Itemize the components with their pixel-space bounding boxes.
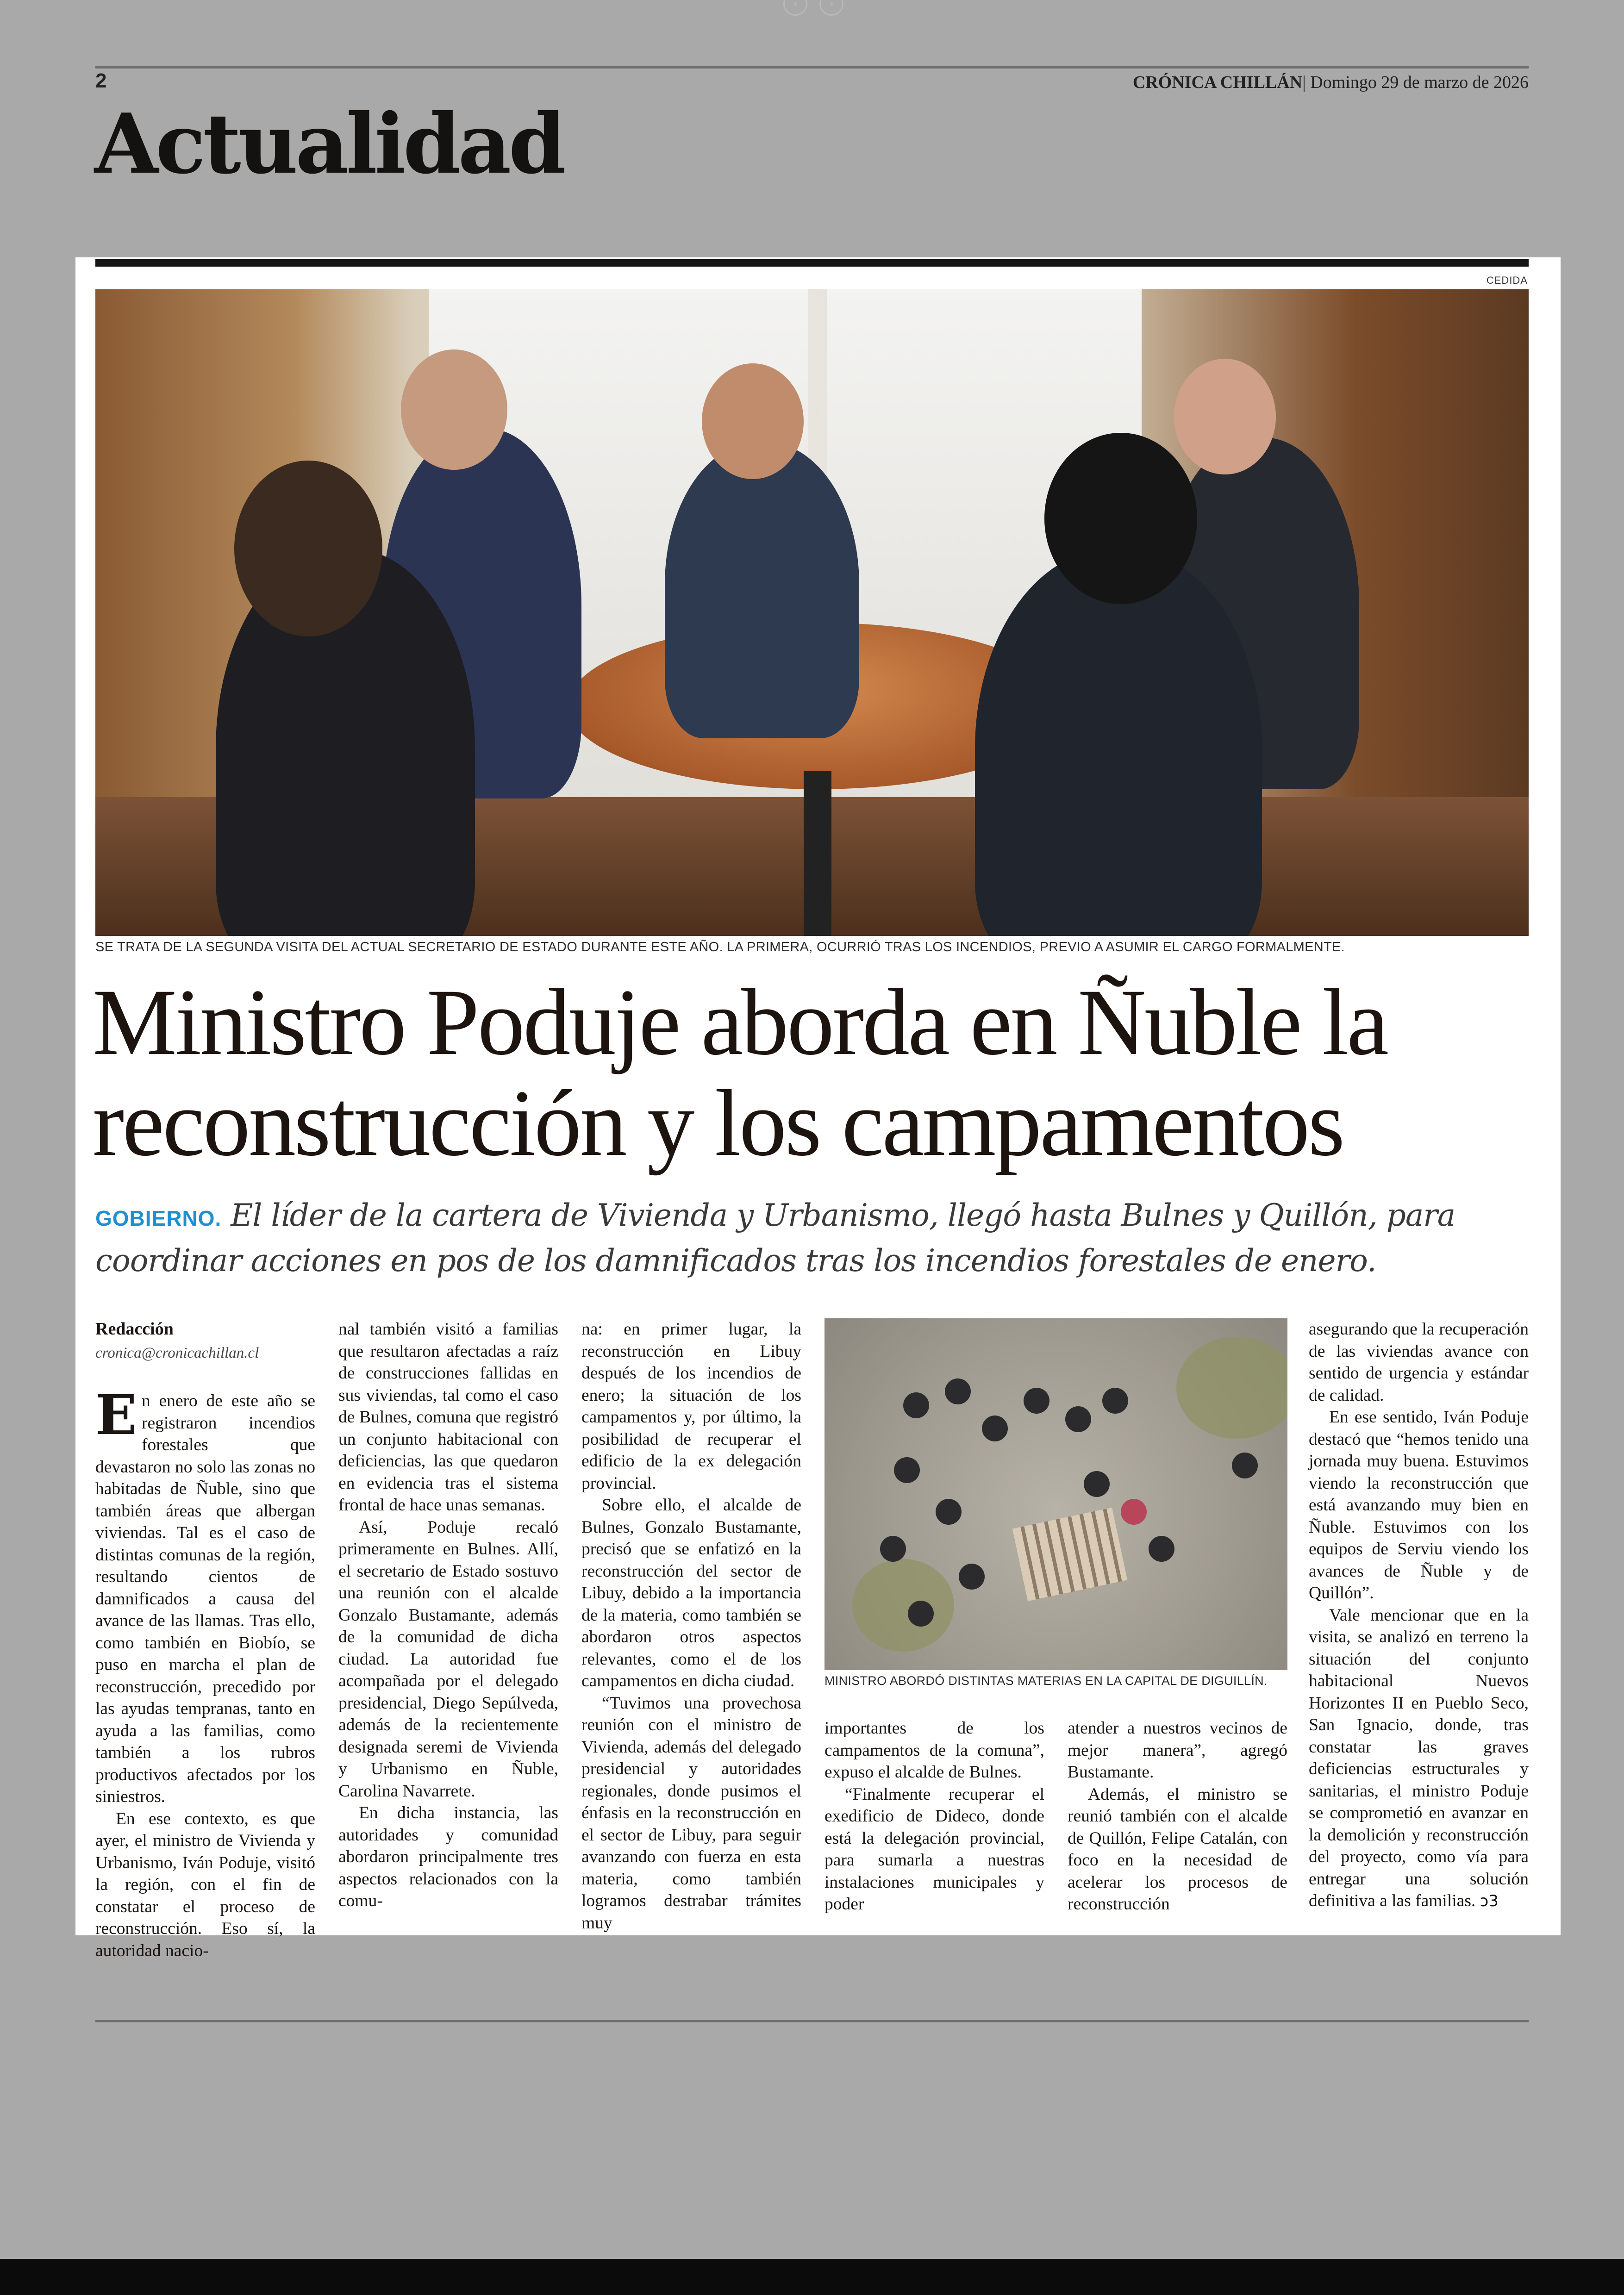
headline-line-1: Ministro Poduje aborda en Ñuble la (93, 970, 1387, 1075)
paragraph: En dicha instancia, las autoridades y comunidad abordaron principalmente tres aspectos relacionados con la comu- (338, 1803, 558, 1910)
paragraph: importantes de los campamentos de la comuna”, expuso el alcalde de Bulnes. (824, 1719, 1044, 1782)
paragraph: “Tuvimos una provechosa reunión con el ministro de Vivienda, además del delegado presidencial y autoridades regionales, donde pusimos el énfasis en la reconstrucción en el sector de Libuy, para seguir avanzando con fuerza en esta materia, como también logramos destrabar trámites muy (581, 1693, 801, 1933)
deck (95, 1194, 1529, 1282)
deck-text: El líder de la cartera de Vivienda y Urbanismo, llegó hasta Bulnes y Quillón, para coordinar acciones en pos de los damnificados tras los incendios forestales de enero. (95, 1197, 1455, 1278)
photo-credit: CEDIDA (1486, 274, 1528, 286)
person (982, 1416, 1008, 1441)
aerial-photo-caption: MINISTRO ABORDÓ DISTINTAS MATERIAS EN LA CAPITAL DE DIGUILLÍN. (824, 1674, 1268, 1688)
person (665, 442, 859, 738)
paragraph: “Finalmente recuperar el exedificio de Dideco, donde está la delegación provincial, para sumarla a nuestras instalaciones municipales y poder (824, 1784, 1044, 1914)
paragraph: En ese contexto, es que ayer, el ministro de Vivienda y Urbanismo, Iván Poduje, visitó la región, con el fin de constatar el proceso de reconstrucción. Eso sí, la autoridad nacio- (95, 1809, 315, 1960)
paragraph: Vale mencionar que en la visita, se analizó en terreno la situación del conjunto habitacional Nuevos Horizontes II en Pueblo Seco, San Ignacio, donde, tras constatar las graves deficiencias estructurales y sanitarias, el ministro Poduje se comprometió en avanzar en la demolición y reconstrucción del proyecto, como vía para entregar una solución definitiva a las familias. ↄ3 (1309, 1605, 1529, 1910)
drop-cap: E (95, 1383, 137, 1447)
aerial-photo[interactable] (824, 1318, 1287, 1670)
person (975, 549, 1262, 936)
prev-page-button[interactable] (783, 0, 807, 16)
person (401, 349, 507, 470)
person (1024, 1388, 1049, 1414)
person (234, 461, 382, 636)
chevron-right-icon: › (829, 0, 834, 10)
column-2 (338, 1318, 558, 1912)
person (1174, 359, 1276, 474)
paragraph: asegurando que la recuperación de las viviendas avance con sentido de urgencia y estándar de calidad. (1309, 1320, 1529, 1405)
pallet (1012, 1508, 1127, 1601)
publication-line (1133, 72, 1529, 93)
person (702, 363, 804, 479)
column-5 (1068, 1717, 1287, 1915)
paragraph: Además, el ministro se reunió también con el alcalde de Quillón, Felipe Catalán, con foco en la necesidad de acelerar los procesos de reconstrucción (1068, 1784, 1287, 1914)
header-rule (95, 66, 1529, 69)
person (1084, 1471, 1110, 1497)
kicker: GOBIERNO. (95, 1206, 222, 1230)
viewer-bottom-bar (0, 2259, 1624, 2295)
paragraph: En enero de este año se registraron incendios forestales que devastaron no solo las zonas no habitadas de Ñuble, sino que también áreas que albergan viviendas. Tal es el caso de distintas comunas de la región, resultando cientos de damnificados a causa del avance de las llamas. Tras ello, como también en Biobío, se puso en marcha el plan de reconstrucción, precedido por las ayudas tempranas, tanto en ayuda a las familias, como también a los rubros productivos afectados por los siniestros. (95, 1383, 315, 1806)
column-1 (95, 1318, 315, 1962)
grass-patch (852, 1559, 954, 1652)
main-photo-caption: SE TRATA DE LA SEGUNDA VISITA DEL ACTUAL SECRETARIO DE ESTADO DURANTE ESTE AÑO. LA PRIMERA, OCURRIÓ TRAS LOS INCENDIOS, PREVIO A ASUMIR EL CARGO FORMALMENTE. (95, 940, 1345, 954)
person (959, 1564, 985, 1590)
grass-patch (1176, 1337, 1287, 1439)
person (894, 1457, 920, 1483)
publication-date: | Domingo 29 de marzo de 2026 (1302, 73, 1529, 92)
paragraph: atender a nuestros vecinos de mejor manera”, agregó Bustamante. (1068, 1719, 1287, 1782)
column-3 (581, 1318, 801, 1934)
paragraph: nal también visitó a familias que resultaron afectadas a raíz de construcciones fallidas en sus viviendas, tal como el caso de Bulnes, comuna que registró un conjunto habitacional con deficiencias, las que quedaron en evidencia tras el sistema frontal de hace unas semanas. (338, 1320, 558, 1515)
person (908, 1601, 934, 1627)
byline: Redacción (95, 1319, 174, 1339)
paragraph: En ese sentido, Iván Poduje destacó que “hemos tenido una jornada muy buena. Estuvimos viendo la reconstrucción que está avanzando muy bien en Ñuble. Estuvimos con los equipos de Serviu viendo los avances de Ñuble y de Quillón”. (1309, 1408, 1529, 1603)
footer-rule (95, 2020, 1529, 2022)
person (1102, 1388, 1128, 1414)
person (880, 1536, 906, 1562)
chevron-left-icon: ‹ (793, 0, 798, 10)
person (903, 1392, 929, 1418)
person (936, 1499, 962, 1525)
person (1065, 1406, 1091, 1432)
paragraph: Así, Poduje recaló primeramente en Bulnes. Allí, el secretario de Estado sostuvo una reunión con el alcalde Gonzalo Bustamante, además de la comunidad de dicha ciudad. La autoridad fue acompañada por el delegado presidencial, Diego Sepúlveda, además de la recientemente designada seremi de Vivienda y Urbanismo en Ñuble, Carolina Navarrete. (338, 1517, 558, 1801)
column-4 (824, 1717, 1044, 1915)
person (945, 1378, 971, 1404)
headline-line-2: reconstrucción y los campamentos (93, 1071, 1343, 1176)
next-page-button[interactable] (819, 0, 843, 16)
paragraph: Sobre ello, el alcalde de Bulnes, Gonzalo Bustamante, precisó que se enfatizó en la reconstrucción del sector de Libuy, debido a la importancia de la materia, como también se abordaron otros aspectos relevantes, como el de los campamentos en dicha ciudad. (581, 1496, 801, 1690)
publication-name: CRÓNICA CHILLÁN (1132, 73, 1303, 92)
page-number: 2 (95, 69, 107, 92)
end-of-article-icon: ↄ3 (1480, 1892, 1499, 1910)
headline (93, 972, 1537, 1174)
person (1121, 1499, 1147, 1525)
person (1232, 1453, 1258, 1478)
person (1149, 1536, 1174, 1562)
table-base (804, 771, 831, 936)
article-top-rule (95, 259, 1529, 267)
person (1044, 433, 1197, 604)
column-6 (1309, 1318, 1529, 1913)
section-title: Actualidad (94, 95, 563, 192)
main-photo[interactable] (95, 289, 1529, 936)
author-email[interactable]: cronica@cronicachillan.cl (95, 1344, 259, 1361)
paragraph: na: en primer lugar, la reconstrucción en Libuy después de los incendios de enero; la situación de los campamentos y, por último, la posibilidad de recuperar el edificio de la ex delegación provincial. (581, 1320, 801, 1493)
